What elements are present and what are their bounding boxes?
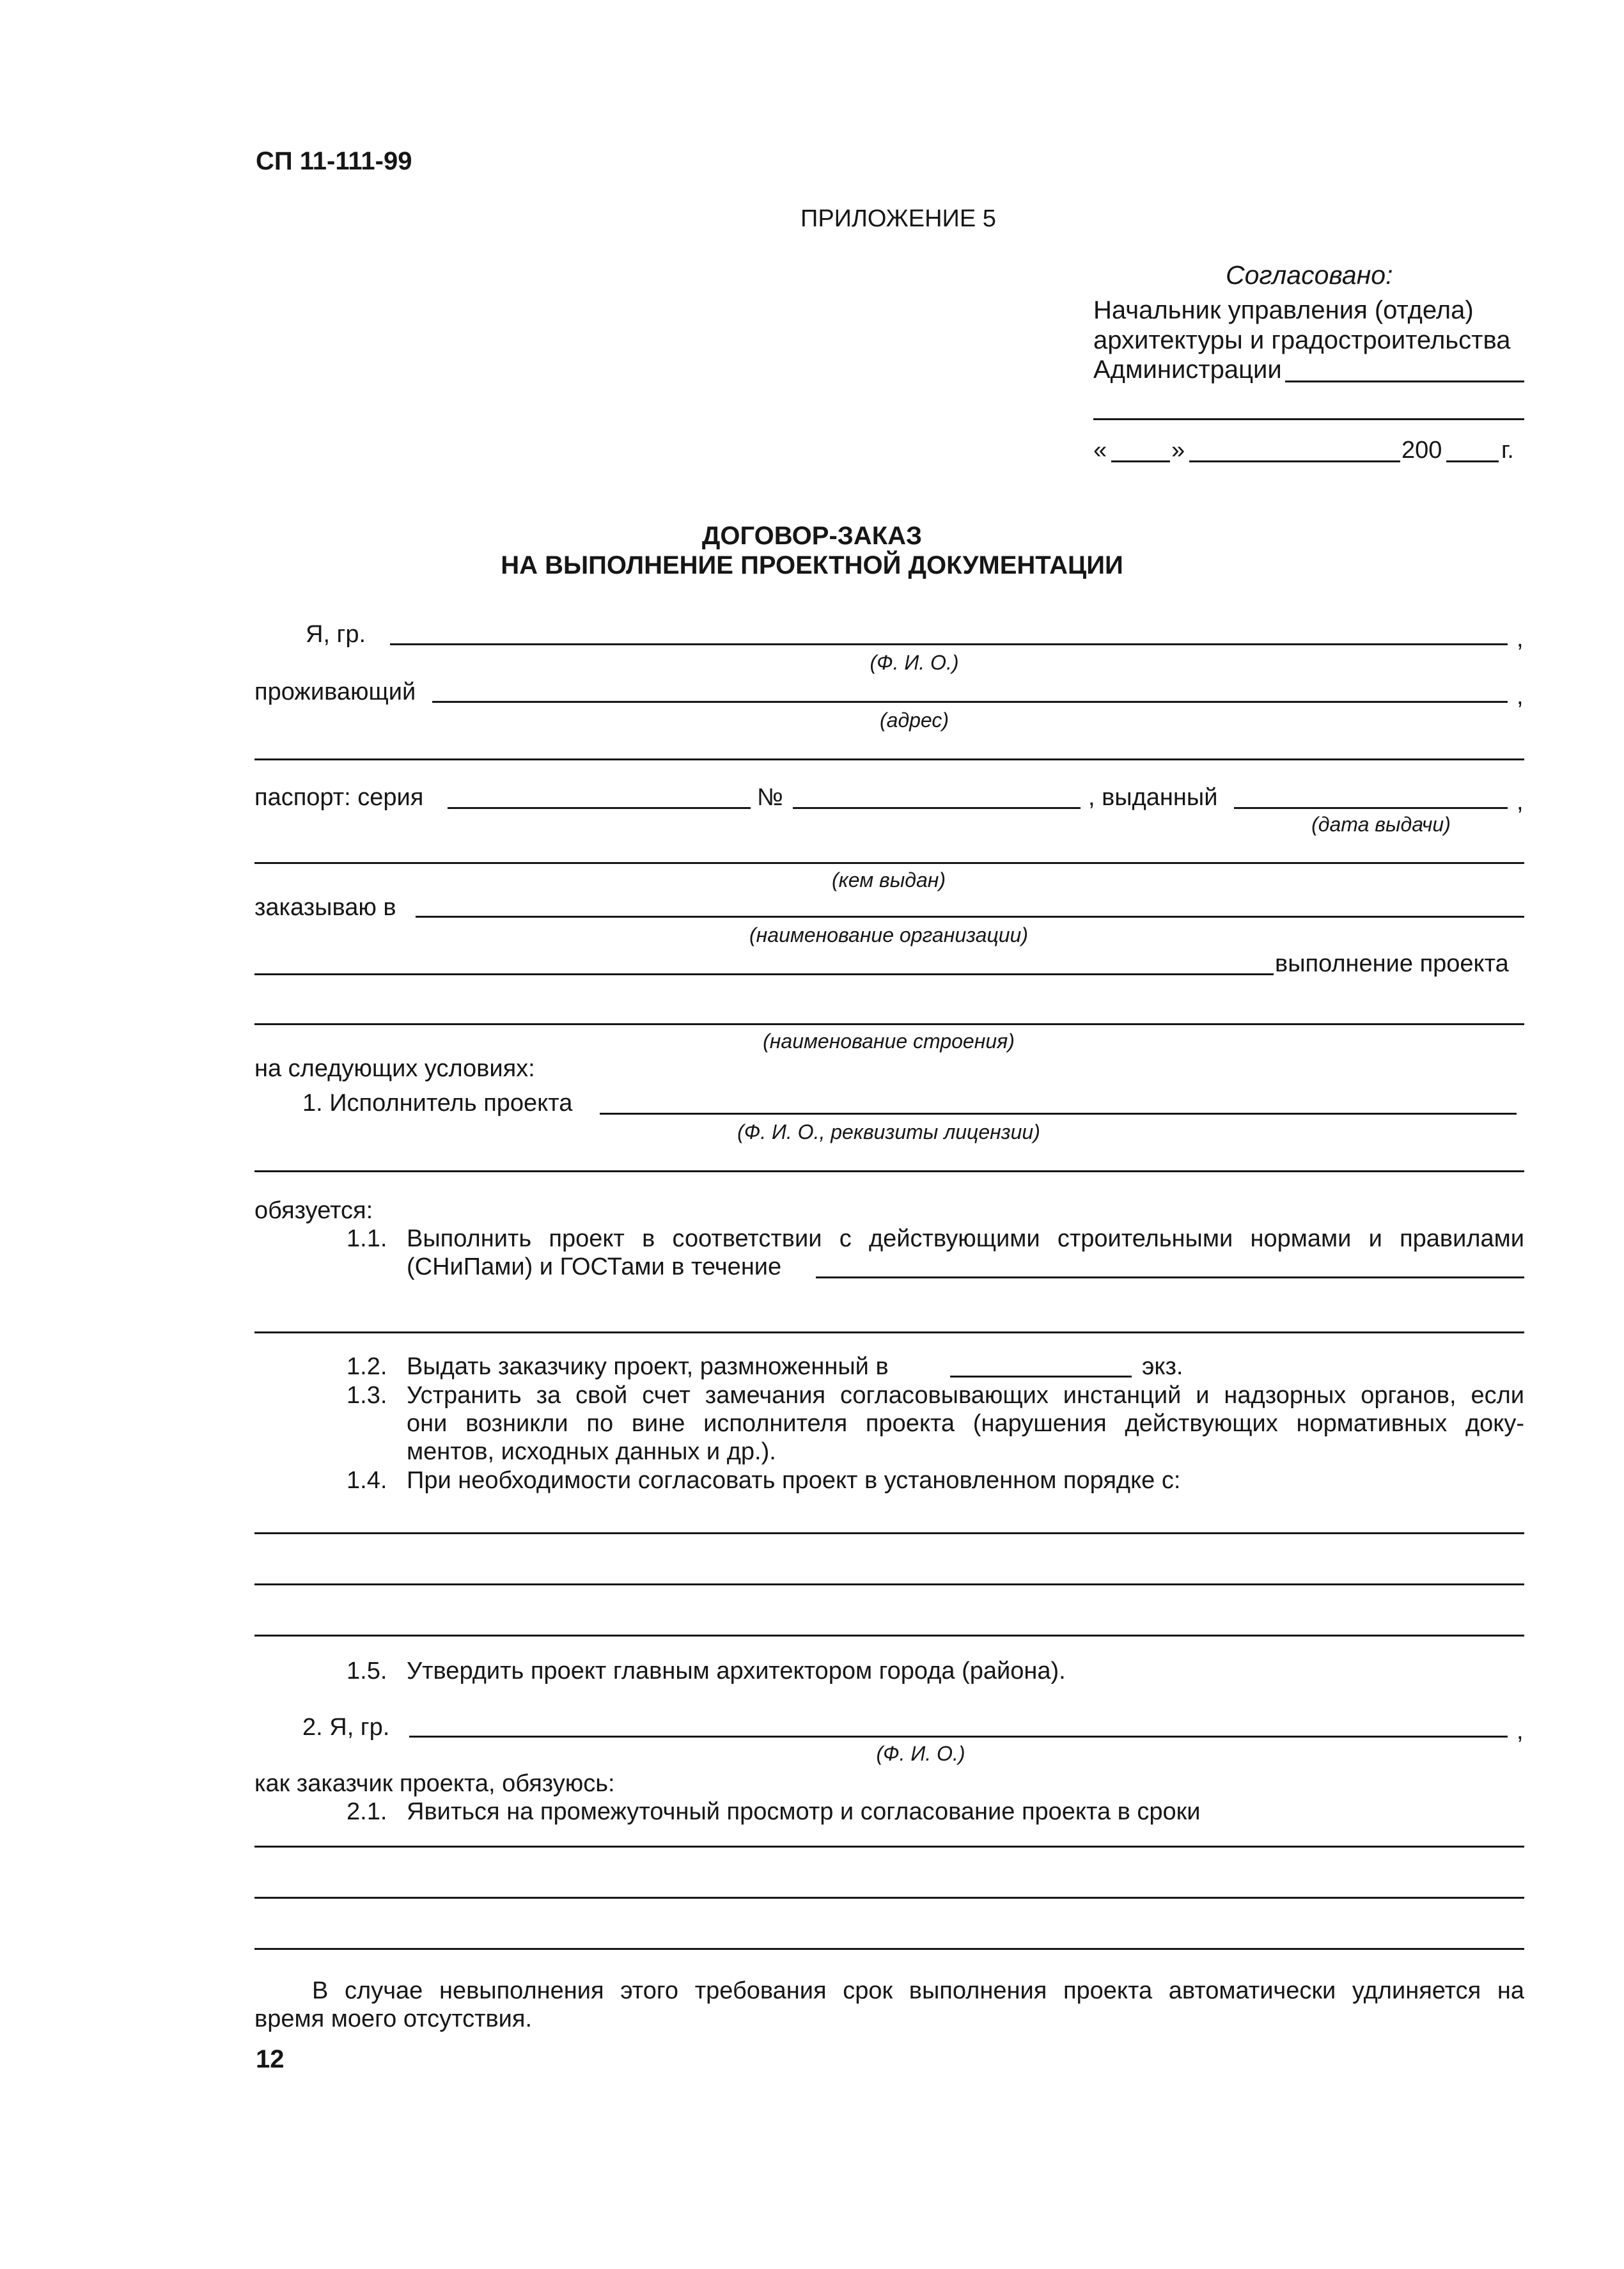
copies-count-line: [950, 1376, 1132, 1378]
coordination-line-2: [254, 1583, 1524, 1585]
administration-signature-line: [1285, 381, 1524, 382]
comma-3: ,: [1517, 789, 1524, 815]
clause-1-1-number: 1.1.: [347, 1225, 387, 1252]
issued-label: , выданный: [1088, 784, 1218, 811]
deadline-line-2: [254, 1897, 1524, 1899]
clause-1-3-number: 1.3.: [347, 1382, 387, 1409]
customer-obligation-label: как заказчик проекта, обязуюсь:: [254, 1770, 615, 1797]
comma-1: ,: [1517, 625, 1524, 652]
page-number: 12: [256, 2045, 285, 2073]
organization-caption: (наименование организации): [749, 923, 1028, 946]
clause-2-fio-caption: (Ф. И. О.): [876, 1742, 965, 1765]
citizen-label: Я, гр.: [306, 621, 366, 648]
clause-1-3-line3: ментов, исходных данных и др.).: [407, 1438, 776, 1465]
appendix-label: ПРИЛОЖЕНИЕ 5: [800, 205, 996, 232]
fio-caption: (Ф. И. О.): [870, 651, 959, 674]
building-line: [254, 1023, 1524, 1025]
comma-2: ,: [1517, 683, 1524, 710]
clause-1-2-text: Выдать заказчику проект, размноженный в: [407, 1353, 889, 1380]
clause-1-4-text: При необходимости согласовать проект в установленном порядке с:: [407, 1467, 1181, 1494]
approval-position-line3: Администрации: [1093, 356, 1282, 384]
note-line1: В случае невыполнения этого требования срок выполнения проекта автоматически удлиняется на: [312, 1977, 1524, 2004]
date-quote-close: »: [1171, 437, 1185, 464]
executor-caption: (Ф. И. О., реквизиты лицензии): [737, 1120, 1040, 1143]
order-in-label: заказываю в: [254, 894, 396, 921]
document-title-line2: НА ВЫПОЛНЕНИЕ ПРОЕКТНОЙ ДОКУМЕНТАЦИИ: [501, 551, 1123, 579]
organization-line: [416, 916, 1524, 918]
clause-1-5-text: Утвердить проект главным архитектором города (района).: [407, 1658, 1066, 1684]
issued-by-caption: (кем выдан): [831, 868, 946, 891]
residing-label: проживающий: [254, 679, 416, 705]
clause-1-2-number: 1.2.: [347, 1353, 387, 1380]
note-line2: время моего отсутствия.: [254, 2006, 533, 2032]
passport-number-line: [793, 807, 1081, 809]
clause-1-1-line2: (СНиПами) и ГОСТами в течение: [407, 1253, 782, 1280]
comma-4: ,: [1517, 1718, 1524, 1745]
date-quote-open: «: [1093, 437, 1107, 464]
executor-line: [600, 1113, 1517, 1115]
document-code: СП 11-111-99: [256, 147, 412, 175]
customer-fio-line: [390, 643, 1508, 645]
clause-2-label: 2. Я, гр.: [302, 1714, 390, 1741]
deadline-line-3: [254, 1948, 1524, 1950]
date-year-prefix: 200: [1401, 437, 1442, 464]
clause-1-5-number: 1.5.: [347, 1658, 387, 1684]
clause-2-1-text: Явиться на промежуточный просмотр и согласование проекта в сроки: [407, 1798, 1201, 1825]
project-execution-label: выполнение проекта: [1275, 950, 1509, 977]
project-name-line: [254, 973, 1274, 975]
address-caption: (адрес): [879, 709, 949, 732]
date-day-line: [1111, 460, 1170, 462]
deadline-line-1: [254, 1846, 1524, 1848]
coordination-line-3: [254, 1635, 1524, 1637]
approval-blank-line: [1093, 418, 1524, 420]
approval-position-line2: архитектуры и градостроительства: [1093, 326, 1511, 354]
address-line: [432, 701, 1508, 703]
passport-number-label: №: [757, 784, 783, 811]
issue-date-line: [1234, 807, 1508, 809]
approval-label: Согласовано:: [1226, 260, 1393, 290]
issued-by-line: [254, 862, 1524, 864]
clause-2-1-number: 2.1.: [347, 1798, 387, 1825]
term-line-2: [254, 1331, 1524, 1333]
clause-1-3-line2: они возникли по вине исполнителя проекта (нарушения действующих нормативных доку-: [407, 1410, 1524, 1437]
clause-1-3-line1: Устранить за свой счет замечания согласовывающих инстанций и надзорных органов, если: [407, 1382, 1524, 1409]
address-line-2: [254, 758, 1524, 760]
document-title-line1: ДОГОВОР-ЗАКАЗ: [701, 522, 923, 550]
term-line: [816, 1276, 1524, 1278]
date-month-line: [1189, 460, 1400, 462]
conditions-label: на следующих условиях:: [254, 1055, 535, 1082]
clause-1-4-number: 1.4.: [347, 1467, 387, 1494]
clause-2-fio-line: [409, 1736, 1508, 1738]
obliges-label: обязуется:: [254, 1197, 373, 1224]
clause-1-1-line1: Выполнить проект в соответствии с действующими строительными нормами и правилами: [407, 1225, 1524, 1252]
date-year-suffix: г.: [1501, 437, 1514, 464]
clause-1-2-suffix: экз.: [1142, 1353, 1183, 1380]
issue-date-caption: (дата выдачи): [1311, 813, 1451, 836]
coordination-line-1: [254, 1532, 1524, 1534]
building-caption: (наименование строения): [763, 1030, 1015, 1053]
date-year-line: [1446, 460, 1499, 462]
passport-series-label: паспорт: серия: [254, 784, 424, 811]
executor-line-2: [254, 1170, 1524, 1172]
approval-position-line1: Начальник управления (отдела): [1093, 296, 1474, 324]
executor-label: 1. Исполнитель проекта: [302, 1090, 573, 1117]
passport-series-line: [448, 807, 751, 809]
